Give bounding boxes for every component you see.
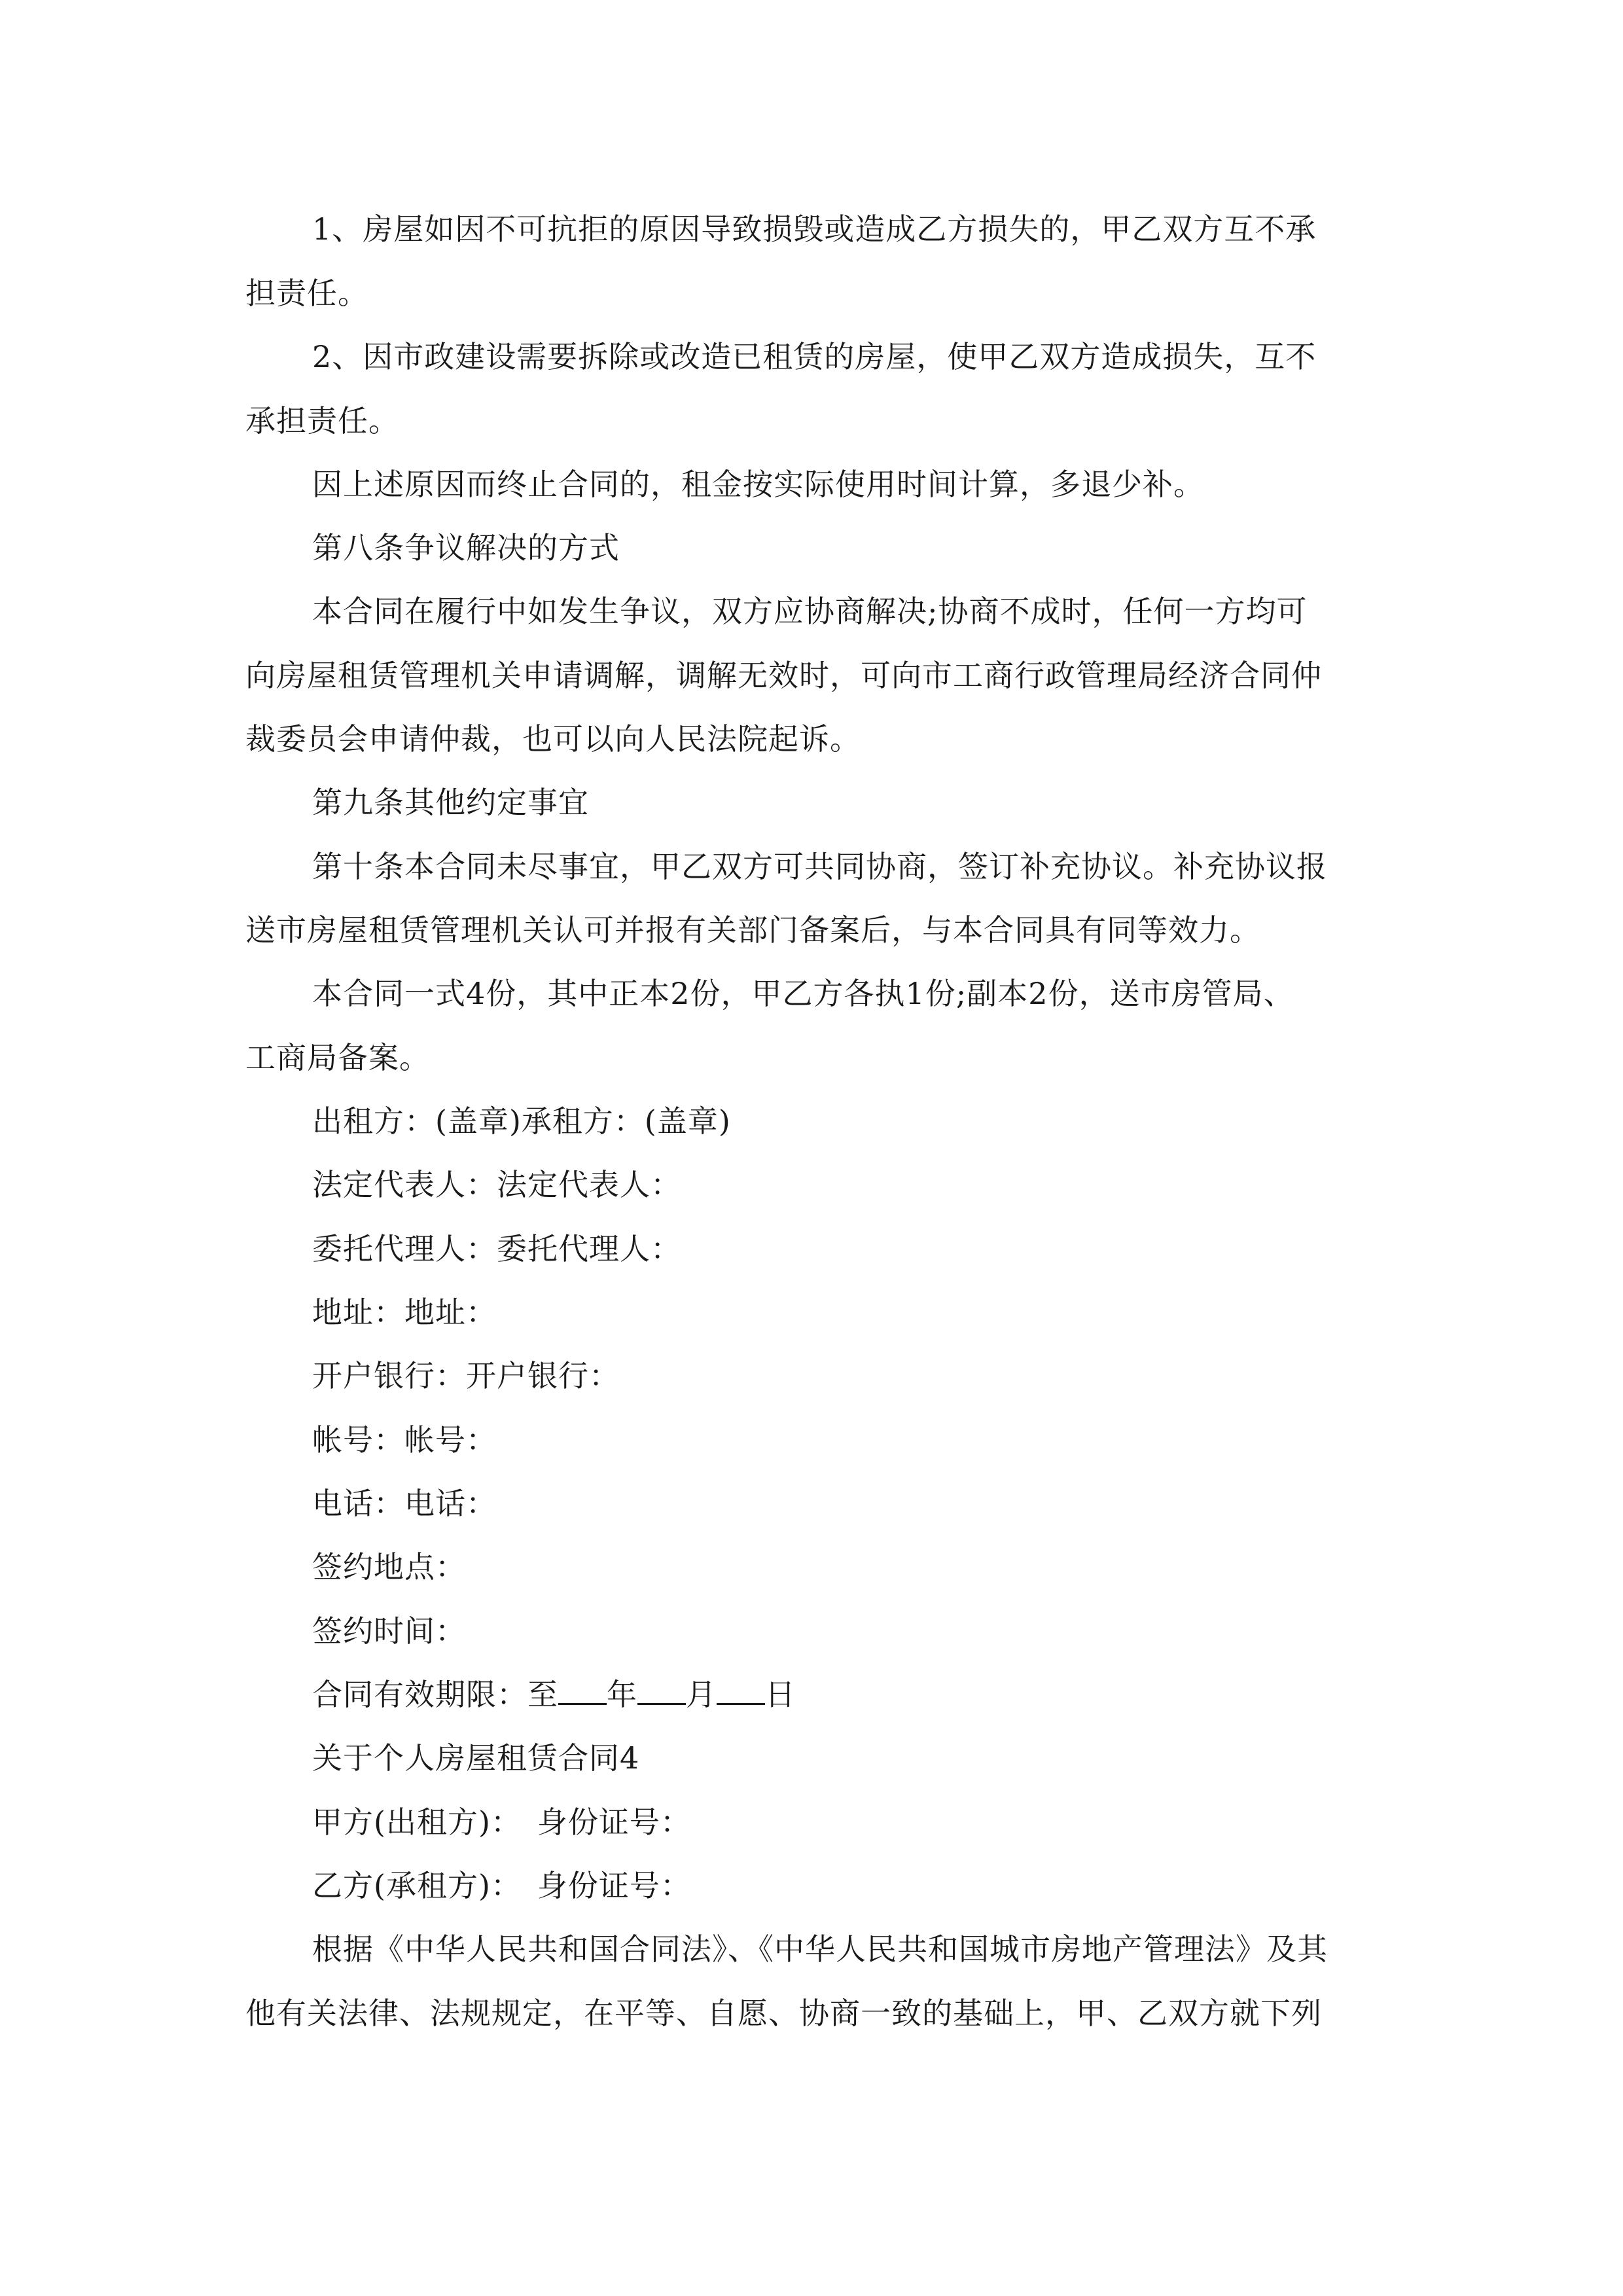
validity-month: 月 [686, 1677, 717, 1712]
paragraph-line: 裁委员会申请仲裁，也可以向人民法院起诉。 [245, 721, 861, 757]
signature-field: 签约时间： [312, 1613, 466, 1649]
party-field: 甲方(出租方)： 身份证号： [312, 1804, 691, 1840]
paragraph-line: 承担责任。 [245, 403, 399, 439]
paragraph-line: 1、房屋如因不可抗拒的原因导致损毁或造成乙方损失的，甲乙双方互不承 [312, 211, 1317, 247]
signature-field: 开户银行：开户银行： [312, 1358, 620, 1393]
section-heading: 第九条其他约定事宜 [312, 785, 589, 820]
validity-period-line [312, 1675, 1444, 1714]
paragraph-line: 送市房屋租赁管理机关认可并报有关部门备案后，与本合同具有同等效力。 [245, 912, 1260, 948]
party-field: 乙方(承租方)： 身份证号： [312, 1868, 691, 1903]
signature-field: 签约地点： [312, 1549, 466, 1585]
validity-day: 日 [765, 1677, 796, 1712]
paragraph-line: 他有关法律、法规规定，在平等、自愿、协商一致的基础上，甲、乙双方就下列 [245, 1996, 1322, 2031]
signature-field: 电话：电话： [312, 1486, 497, 1521]
validity-year: 年 [607, 1677, 637, 1712]
blank-underline [558, 1677, 607, 1705]
paragraph-line: 本合同一式4份，其中正本2份，甲乙方各执1份;副本2份，送市房管局、 [312, 976, 1294, 1011]
section-heading: 第八条争议解决的方式 [312, 530, 620, 565]
contract-title: 关于个人房屋租赁合同4 [312, 1740, 640, 1776]
blank-underline [637, 1677, 686, 1705]
signature-field: 帐号：帐号： [312, 1422, 497, 1458]
blank-underline [717, 1677, 765, 1705]
signature-field: 地址：地址： [312, 1295, 497, 1330]
paragraph-line: 向房屋租赁管理机关申请调解，调解无效时，可向市工商行政管理局经济合同仲 [245, 658, 1322, 693]
paragraph-line: 2、因市政建设需要拆除或改造已租赁的房屋，使甲乙双方造成损失，互不 [312, 339, 1317, 374]
paragraph-line: 第十条本合同未尽事宜，甲乙双方可共同协商，签订补充协议。补充协议报 [312, 849, 1327, 884]
paragraph-line: 工商局备案。 [245, 1040, 430, 1075]
signature-field: 委托代理人：委托代理人： [312, 1231, 681, 1266]
paragraph-line: 因上述原因而终止合同的，租金按实际使用时间计算，多退少补。 [312, 467, 1204, 502]
paragraph-line: 本合同在履行中如发生争议，双方应协商解决;协商不成时，任何一方均可 [312, 594, 1308, 629]
validity-prefix: 合同有效期限：至 [312, 1677, 558, 1712]
paragraph-line: 根据《中华人民共和国合同法》、《中华人民共和国城市房地产管理法》及其 [312, 1931, 1328, 1967]
paragraph-line: 担责任。 [245, 276, 368, 311]
signature-field: 出租方：(盖章)承租方：(盖章) [312, 1103, 731, 1139]
signature-field: 法定代表人：法定代表人： [312, 1167, 681, 1202]
